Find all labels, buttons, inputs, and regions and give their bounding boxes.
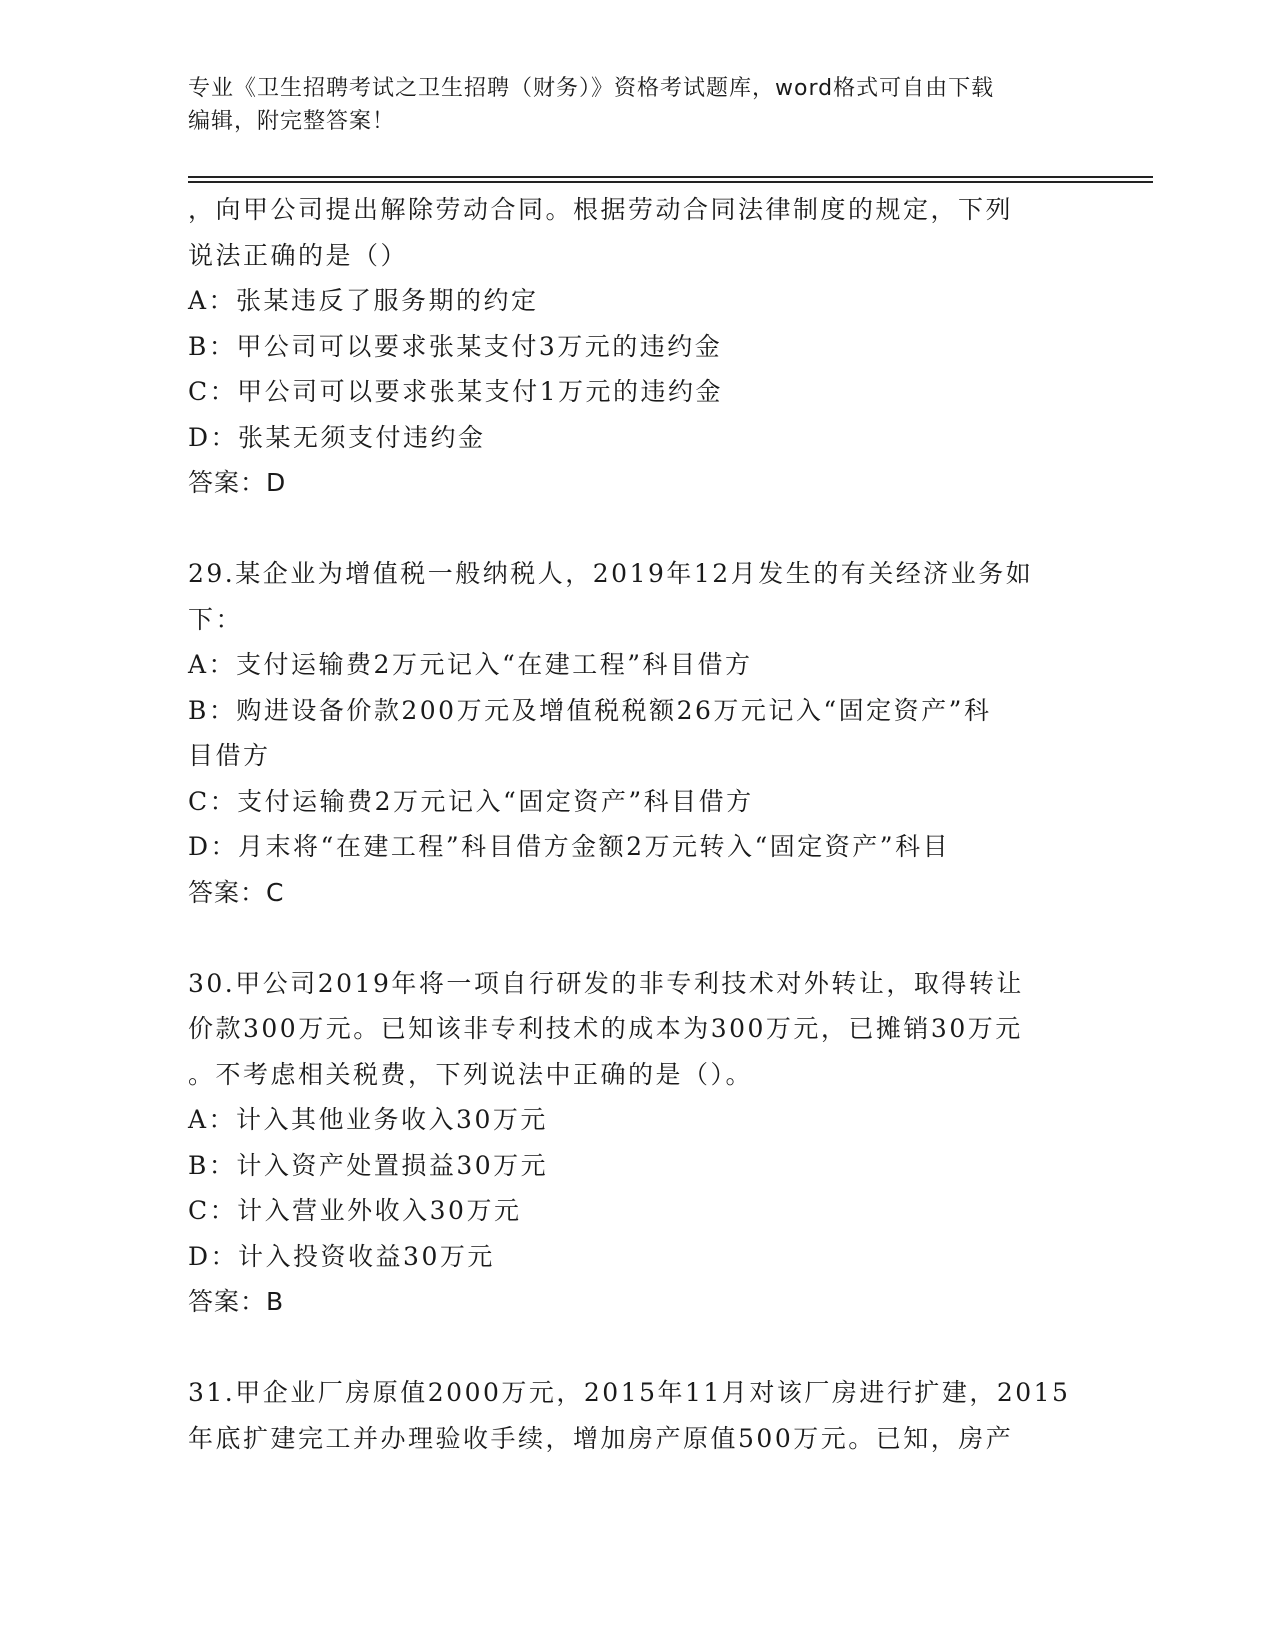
header-divider-bottom: [188, 181, 1153, 183]
option-c: C：计入营业外收入30万元: [188, 1196, 522, 1225]
spacer: [188, 1325, 1188, 1371]
question-text: 说法正确的是（）: [188, 240, 409, 270]
option-d: D：计入投资收益30万元: [188, 1241, 495, 1271]
option-c: C：甲公司可以要求张某支付1万元的违约金: [188, 377, 724, 406]
question-28: [188, 187, 1188, 506]
answer: 答案：C: [188, 877, 285, 907]
header-divider-top: [188, 176, 1153, 178]
question-text: 价款300万元。已知该非专利技术的成本为300万元，已摊销30万元: [188, 1014, 1023, 1043]
question-text: 30.甲公司2019年将一项自行研发的非专利技术对外转让，取得转让: [188, 968, 1024, 998]
option-a: A：支付运输费2万元记入“在建工程”科目借方: [188, 650, 753, 679]
option-c: C：支付运输费2万元记入“固定资产”科目借方: [188, 786, 754, 816]
question-29: [188, 551, 1188, 915]
question-text: 29.某企业为增值税一般纳税人，2019年12月发生的有关经济业务如: [188, 559, 1034, 588]
spacer: [188, 915, 1188, 961]
option-a: A：张某违反了服务期的约定: [188, 286, 539, 315]
document-header: [188, 72, 1088, 138]
option-b: B：购进设备价款200万元及增值税税额26万元记入“固定资产”科: [188, 695, 992, 725]
answer: 答案：D: [188, 468, 287, 497]
answer: 答案：B: [188, 1287, 285, 1316]
question-text: 年底扩建完工并办理验收手续，增加房产原值500万元。已知，房产: [188, 1423, 1014, 1453]
question-text: ，向甲公司提出解除劳动合同。根据劳动合同法律制度的规定，下列: [188, 195, 1014, 224]
option-b-continued: 目借方: [188, 741, 271, 770]
question-text: 31.甲企业厂房原值2000万元，2015年11月对该厂房进行扩建，2015: [188, 1378, 1071, 1407]
question-text: 。不考虑相关税费，下列说法中正确的是（）。: [188, 1059, 754, 1089]
header-line-1: 专业《卫生招聘考试之卫生招聘（财务）》资格考试题库，word格式可自由下载: [188, 76, 995, 101]
question-30: [188, 961, 1188, 1325]
option-d: D：张某无须支付违约金: [188, 422, 486, 452]
option-a: A：计入其他业务收入30万元: [188, 1105, 548, 1134]
option-b: B：甲公司可以要求张某支付3万元的违约金: [188, 331, 723, 361]
spacer: [188, 506, 1188, 552]
option-d: D：月末将“在建工程”科目借方金额2万元转入“固定资产”科目: [188, 832, 951, 861]
option-b: B：计入资产处置损益30万元: [188, 1150, 549, 1180]
question-31: [188, 1370, 1188, 1461]
question-text: 下：: [188, 604, 244, 634]
document-body: [188, 187, 1188, 1461]
header-line-2: 编辑，附完整答案！: [188, 109, 396, 134]
